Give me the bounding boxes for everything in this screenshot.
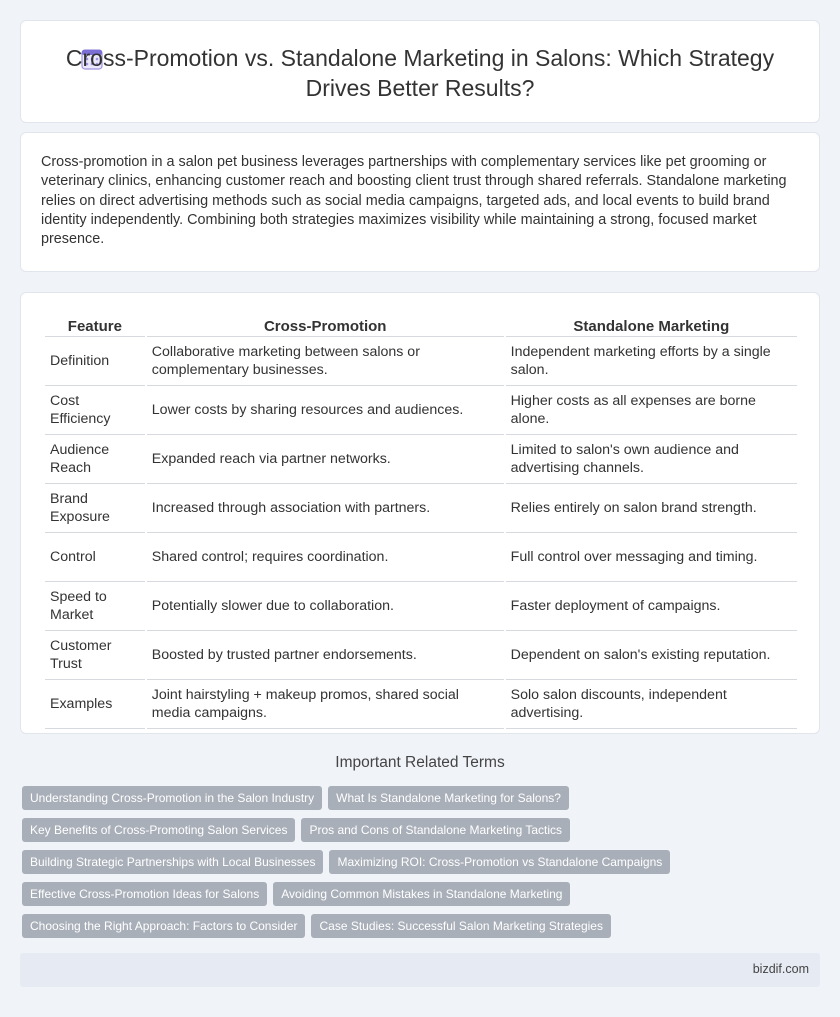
related-term-link[interactable]: Effective Cross-Promotion Ideas for Salons [22, 882, 267, 906]
related-term-link[interactable]: Key Benefits of Cross-Promoting Salon Services [22, 818, 295, 842]
feature-cell: Control [45, 533, 145, 582]
cross-promotion-cell: Increased through association with partners. [147, 484, 504, 533]
standalone-cell: Full control over messaging and timing. [506, 533, 797, 582]
standalone-cell: Dependent on salon's existing reputation. [506, 631, 797, 680]
feature-cell: Speed to Market [45, 582, 145, 631]
cross-promotion-cell: Joint hairstyling + makeup promos, shared social media campaigns. [147, 680, 504, 729]
table-header-row [45, 315, 797, 337]
comparison-card [20, 292, 820, 734]
standalone-cell: Independent marketing efforts by a single salon. [506, 337, 797, 386]
cross-promotion-cell: Expanded reach via partner networks. [147, 435, 504, 484]
footer-site-link[interactable]: bizdif.com [752, 962, 809, 976]
standalone-cell: Faster deployment of campaigns. [506, 582, 797, 631]
feature-cell: Examples [45, 680, 145, 729]
standalone-cell: Relies entirely on salon brand strength. [506, 484, 797, 533]
feature-cell: Customer Trust [45, 631, 145, 680]
related-term-link[interactable]: What Is Standalone Marketing for Salons? [328, 786, 569, 810]
feature-cell: Definition [45, 337, 145, 386]
feature-cell: Audience Reach [45, 435, 145, 484]
header-cross-promotion: Cross-Promotion [147, 315, 504, 337]
intro-card [20, 132, 820, 272]
table-row [45, 337, 797, 386]
related-term-link[interactable]: Pros and Cons of Standalone Marketing Tactics [301, 818, 570, 842]
standalone-cell: Limited to salon's own audience and advertising channels. [506, 435, 797, 484]
comparison-table [43, 315, 799, 729]
table-row [45, 582, 797, 631]
cross-promotion-cell: Lower costs by sharing resources and audiences. [147, 386, 504, 435]
related-terms-heading: Important Related Terms [335, 754, 505, 771]
related-terms-list [22, 786, 818, 946]
standalone-cell: Higher costs as all expenses are borne alone. [506, 386, 797, 435]
table-row [45, 435, 797, 484]
table-row [45, 631, 797, 680]
table-row [45, 680, 797, 729]
cross-promotion-cell: Potentially slower due to collaboration. [147, 582, 504, 631]
related-term-link[interactable]: Building Strategic Partnerships with Local Businesses [22, 850, 323, 874]
title-card [20, 20, 820, 123]
feature-cell: Cost Efficiency [45, 386, 145, 435]
page-title: Cross-Promotion vs. Standalone Marketing in Salons: Which Strategy Drives Better Results? [65, 45, 775, 101]
standalone-cell: Solo salon discounts, independent advertising. [506, 680, 797, 729]
header-feature: Feature [45, 315, 145, 337]
table-row [45, 484, 797, 533]
cross-promotion-cell: Collaborative marketing between salons or complementary businesses. [147, 337, 504, 386]
intro-paragraph: Cross-promotion in a salon pet business leverages partnerships with complementary services like pet grooming or veterinary clinics, enhancing customer reach and boosting client trust through shared referrals. Standalone marketing relies on direct advertising methods such as social media campaigns, targeted ads, and local events to build brand identity independently. Combining both strategies maximizes visibility while maintaining a strong, focused market presence. [41, 154, 787, 248]
table-row [45, 386, 797, 435]
footer [20, 953, 820, 987]
cross-promotion-cell: Boosted by trusted partner endorsements. [147, 631, 504, 680]
related-term-link[interactable]: Understanding Cross-Promotion in the Salon Industry [22, 786, 322, 810]
related-term-link[interactable]: Maximizing ROI: Cross-Promotion vs Standalone Campaigns [329, 850, 670, 874]
related-term-link[interactable]: Avoiding Common Mistakes in Standalone Marketing [273, 882, 570, 906]
table-row [45, 533, 797, 582]
related-term-link[interactable]: Case Studies: Successful Salon Marketing Strategies [311, 914, 610, 938]
header-standalone-marketing: Standalone Marketing [506, 315, 797, 337]
feature-cell: Brand Exposure [45, 484, 145, 533]
cross-promotion-cell: Shared control; requires coordination. [147, 533, 504, 582]
related-term-link[interactable]: Choosing the Right Approach: Factors to Consider [22, 914, 305, 938]
